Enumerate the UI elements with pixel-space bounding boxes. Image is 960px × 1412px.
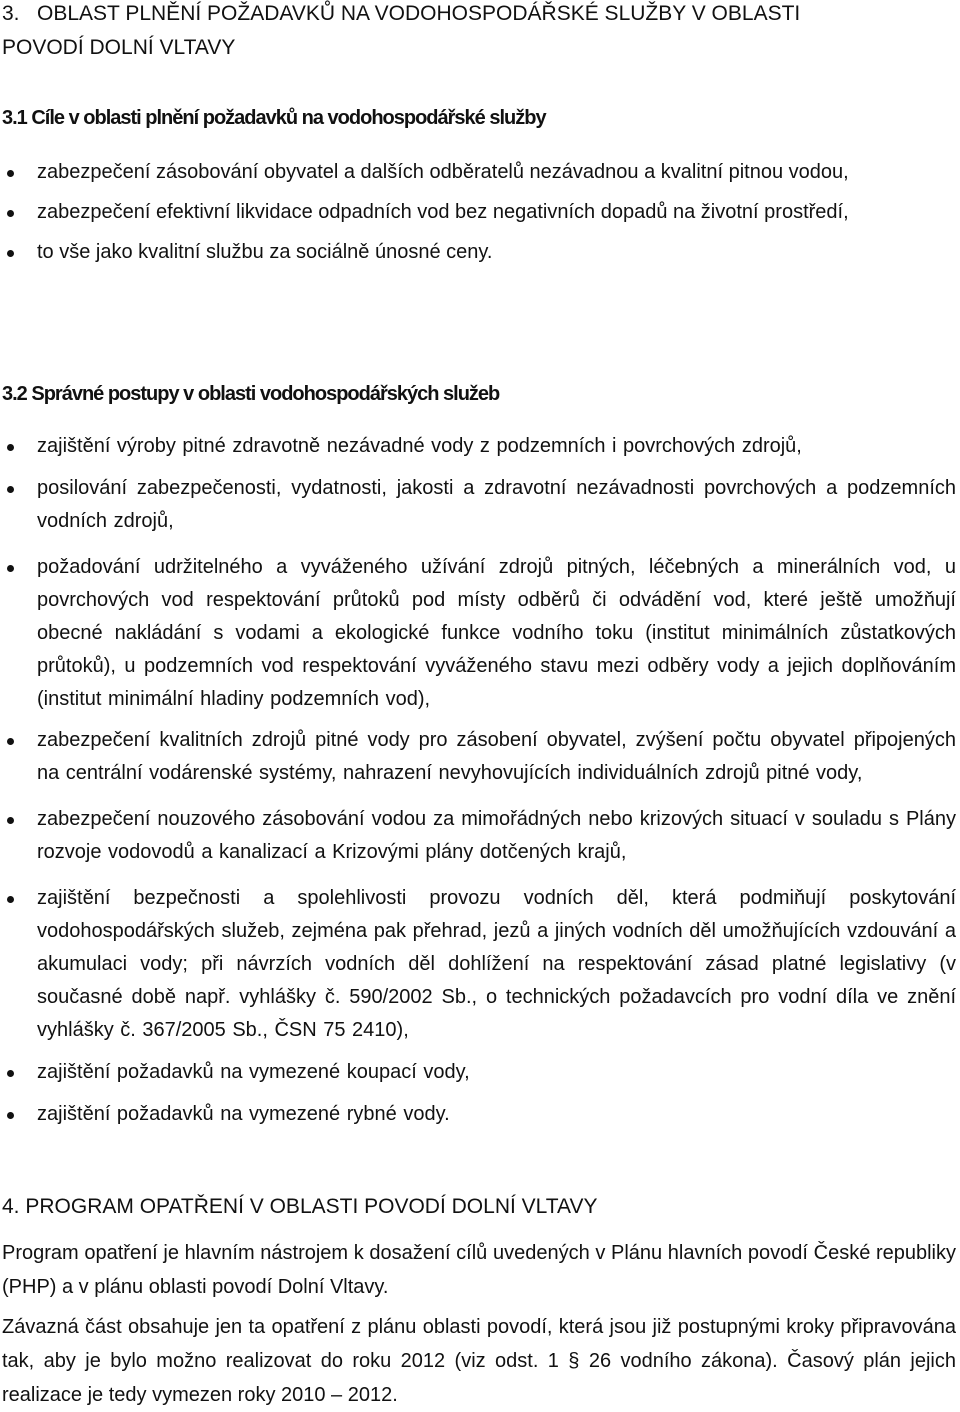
list-item: zabezpečení zásobování obyvatel a dalších odběratelů nezávadnou a kvalitní pitnou vodou,: [0, 156, 960, 188]
section-3-1-list: [0, 156, 960, 268]
list-item: zabezpečení kvalitních zdrojů pitné vody pro zásobení obyvatel, zvýšení počtu obyvatel připojených na centrální vodárenské systémy, nahrazení nevyhovujících individuálních zdrojů pitné vody,: [0, 724, 960, 790]
list-item: požadování udržitelného a vyváženého užívání zdrojů pitných, léčebných a minerálních vod, u povrchových vod respektování průtoků pod místy odběrů či odvádění vod, které ještě umožňují obecné nakládání s vodami a ekologické funkce vodního toku (institut minimálních zůstatkových průtoků), u podzemních vod respektování vyváženého stavu mezi odběry vody a jejich doplňováním (institut minimální hladiny podzemních vod),: [0, 551, 960, 716]
chapter-3-heading: [2, 0, 800, 65]
list-item: to vše jako kvalitní službu za sociálně únosné ceny.: [0, 236, 960, 268]
list-item: posilování zabezpečenosti, vydatnosti, jakosti a zdravotní nezávadnosti povrchových a podzemních vodních zdrojů,: [0, 472, 960, 538]
chapter-3-heading-line1: 3. OBLAST PLNĚNÍ POŽADAVKŮ NA VODOHOSPODÁŘSKÉ SLUŽBY V OBLASTI: [2, 2, 801, 25]
list-item: zajištění výroby pitné zdravotně nezávadné vody z podzemních i povrchových zdrojů,: [0, 430, 960, 463]
section-3-2-list: [0, 430, 960, 1131]
list-item: zajištění bezpečnosti a spolehlivosti provozu vodních děl, která podmiňují poskytování vodohospodářských služeb, zejména pak přehrad, jezů a jiných vodních děl umožňujících vzdouvání a akumulaci vody; při návrzích vodních děl dohlížení na respektování zásad platné legislativy (v současné době např. vyhlášky č. 590/2002 Sb., o technických požadavcích pro vodní díla ve znění vyhlášky č. 367/2005 Sb., ČSN 75 2410),: [0, 882, 960, 1047]
section-3-1-title: 3.1 Cíle v oblasti plnění požadavků na vodohospodářské služby: [2, 107, 546, 129]
list-item: zajištění požadavků na vymezené koupací vody,: [0, 1056, 960, 1089]
list-item: zabezpečení efektivní likvidace odpadních vod bez negativních dopadů na životní prostředí,: [0, 196, 960, 228]
chapter-3-heading-line2: POVODÍ DOLNÍ VLTAVY: [2, 36, 236, 59]
chapter-4-heading: 4. PROGRAM OPATŘENÍ V OBLASTI POVODÍ DOLNÍ VLTAVY: [2, 1195, 598, 1218]
list-item: zabezpečení nouzového zásobování vodou za mimořádných nebo krizových situací v souladu s Plány rozvoje vodovodů a kanalizací a Krizovými plány dotčených krajů,: [0, 803, 960, 869]
list-item: zajištění požadavků na vymezené rybné vody.: [0, 1098, 960, 1131]
paragraph-program: Program opatření je hlavním nástrojem k dosažení cílů uvedených v Plánu hlavních povodí České republiky (PHP) a v plánu oblasti povodí Dolní Vltavy.: [2, 1242, 956, 1298]
section-3-2-title: 3.2 Správné postupy v oblasti vodohospodářských služeb: [2, 383, 500, 405]
paragraph-binding-part: Závazná část obsahuje jen ta opatření z plánu oblasti povodí, která jsou již postupnými kroky připravována tak, aby je bylo možno realizovat do roku 2012 (viz odst. 1 § 26 vodního zákona). Časový plán jejich realizace je tedy vymezen roky 2010 – 2012.: [2, 1316, 956, 1406]
